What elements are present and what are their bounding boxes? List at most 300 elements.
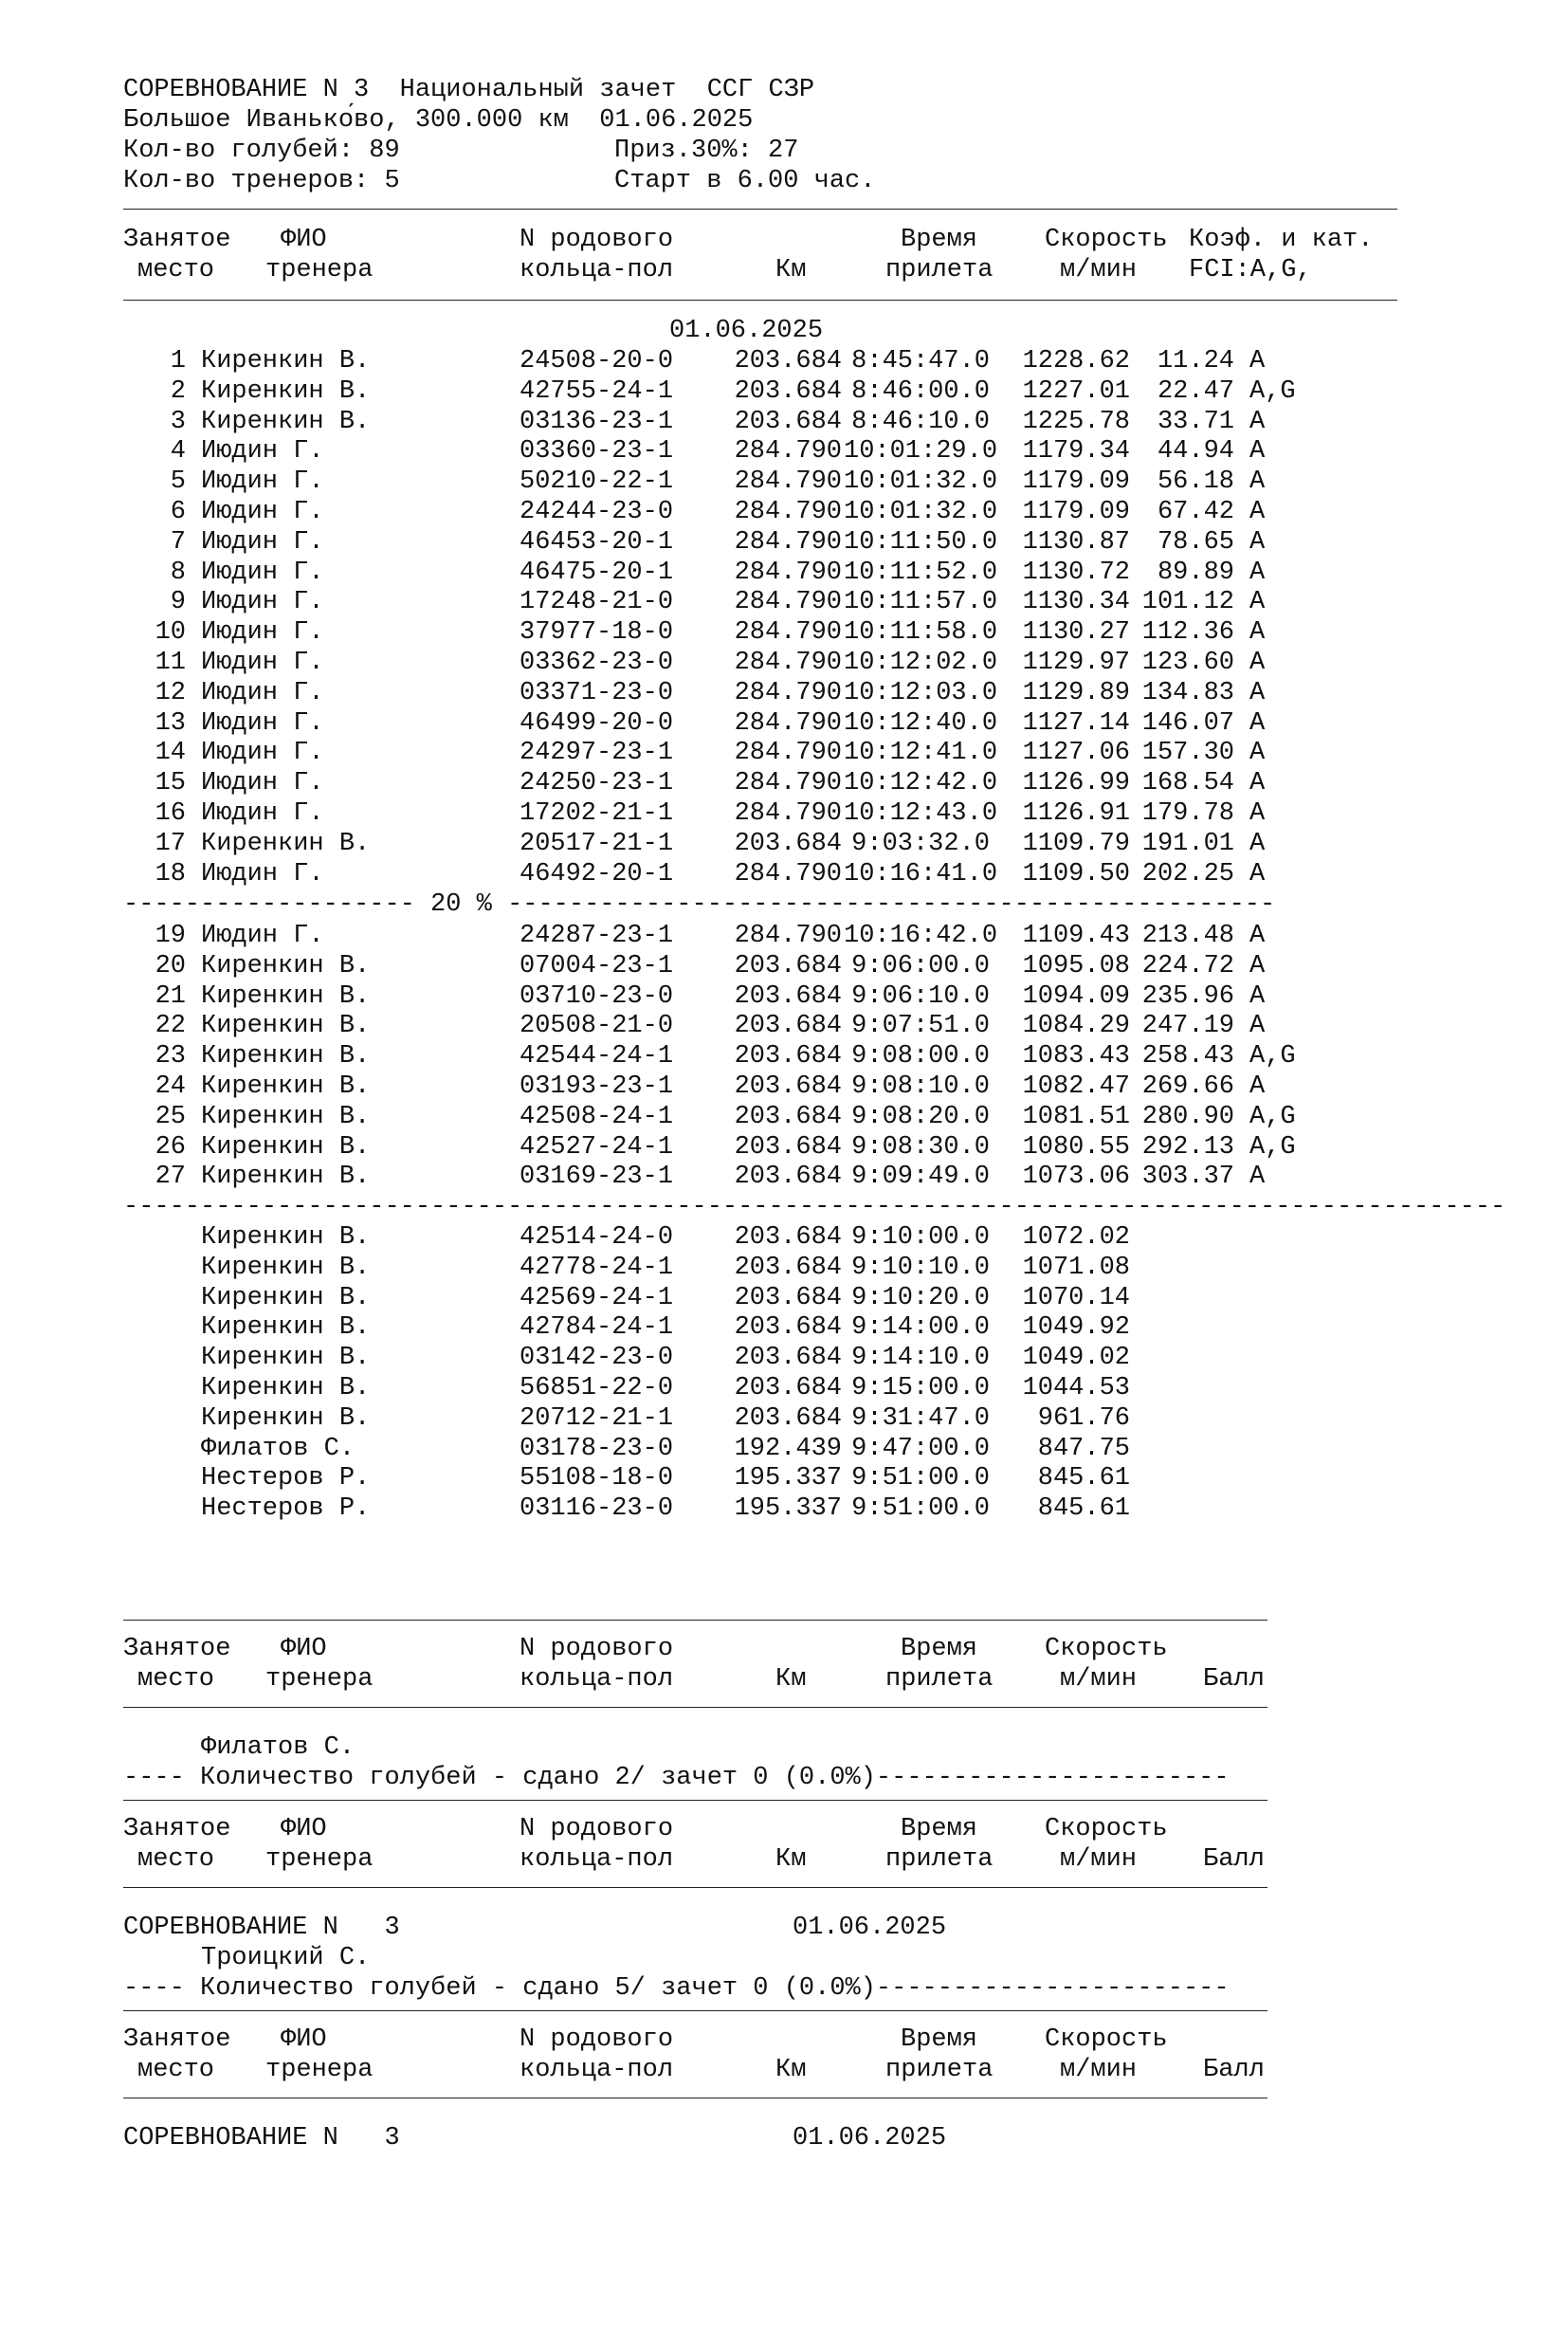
prize-percent: Приз.30%: 27 [614,137,799,165]
col-speed-2: м/мин [1060,1845,1138,1874]
col-place-2: место [137,1845,215,1874]
speed: 1071.08 [1022,1254,1130,1282]
result-row [123,467,1397,498]
speed: 1130.34 [1022,588,1130,616]
col-km: Км [775,1845,807,1874]
place: 9 [170,588,186,616]
section-header-row-2 [123,2056,1267,2086]
unplaced-row [123,1404,1397,1435]
speed: 1073.06 [1022,1163,1130,1191]
result-row [123,559,1397,589]
arrival-time: 9:06:10.0 [851,982,990,1011]
divider [123,300,1397,301]
trainer-name: Нестеров Р. [201,1494,371,1523]
coefficient: 224.72 [1141,952,1234,980]
divider [123,1800,1267,1801]
result-row [123,408,1397,438]
place: 20 [155,952,186,980]
ring-number: 03178-23-0 [520,1435,674,1463]
coefficient: 56.18 [1157,467,1234,496]
speed: 1081.51 [1022,1103,1130,1131]
arrival-time: 9:08:00.0 [851,1042,990,1071]
arrival-time: 10:11:57.0 [844,588,998,616]
speed: 1127.06 [1022,739,1130,767]
ring-number: 37977-18-0 [520,618,674,647]
result-row [123,1163,1397,1193]
coefficient: 247.19 [1141,1012,1234,1040]
arrival-time: 10:12:40.0 [844,709,998,738]
col-place-2: место [137,1665,215,1694]
birds-count: Кол-во голубей: 89 [123,137,400,165]
result-row [123,347,1397,377]
start-time: Старт в 6.00 час. [614,167,876,195]
birds-summary: ---- Количество голубей - сдано 5/ зачет 0 (0.0%)----------------------- [123,1974,1230,2003]
arrival-time: 9:51:00.0 [851,1464,990,1493]
result-row [123,618,1397,649]
distance-km: 284.790 [734,528,842,557]
col-ring-2: кольца-пол [520,1665,674,1694]
distance-km: 203.684 [734,1344,842,1372]
category: A [1249,982,1266,1011]
distance-km: 203.684 [734,1223,842,1252]
coefficient: 146.07 [1141,709,1234,738]
col-speed-2: м/мин [1060,256,1138,284]
section-header-row-1 [123,1815,1267,1845]
speed: 1228.62 [1022,347,1130,376]
col-ring-2: кольца-пол [520,256,674,284]
unplaced-row [123,1494,1397,1525]
place: 4 [170,437,186,466]
distance-km: 203.684 [734,1374,842,1402]
trainer-name: Киренкин В. [201,830,371,858]
result-row [123,1133,1397,1164]
result-row [123,498,1397,528]
speed: 1129.97 [1022,649,1130,677]
unplaced-row [123,1374,1397,1404]
coefficient: 202.25 [1141,860,1234,889]
speed: 1130.87 [1022,528,1130,557]
unplaced-row [123,1223,1397,1254]
col-ring-2: кольца-пол [520,1845,674,1874]
category: A [1249,679,1266,707]
category: A,G [1249,1103,1296,1131]
distance-km: 203.684 [734,1404,842,1433]
ring-number: 42784-24-1 [520,1313,674,1342]
trainer-name: Июдин Г. [201,679,324,707]
trainer-name: Июдин Г. [201,649,324,677]
coefficient: 112.36 [1141,618,1234,647]
ring-number: 03193-23-1 [520,1072,674,1101]
category: A [1249,1012,1266,1040]
coefficient: 123.60 [1141,649,1234,677]
col-fio-2: тренера [265,2056,374,2084]
col-points: Балл [1203,1845,1265,1874]
speed: 1109.79 [1022,830,1130,858]
trainer-name: Июдин Г. [201,769,324,797]
result-row [123,739,1397,769]
speed: 1049.02 [1022,1344,1130,1372]
competition-date: 01.06.2025 [793,2124,947,2153]
col-speed: Скорость [1045,1815,1168,1843]
place: 10 [155,618,186,647]
col-place-2: место [137,256,215,284]
distance-km: 203.684 [734,1133,842,1162]
dashed-divider: ------------------------------------------------------------------------------------------ [123,1193,1506,1221]
arrival-time: 8:46:00.0 [851,377,990,406]
ring-number: 46453-20-1 [520,528,674,557]
arrival-time: 10:01:29.0 [844,437,998,466]
unplaced-row [123,1284,1397,1314]
coefficient: 157.30 [1141,739,1234,767]
col-km: Км [775,1665,807,1694]
trainer-name: Филатов С. [201,1733,356,1762]
col-place-2: место [137,2056,215,2084]
place: 6 [170,498,186,526]
ring-number: 46499-20-0 [520,709,674,738]
col-speed: Скорость [1045,1635,1168,1663]
divider [123,2010,1267,2011]
speed: 1070.14 [1022,1284,1130,1312]
competition-label: СОРЕВНОВАНИЕ N 3 [123,2124,400,2153]
ring-number: 46475-20-1 [520,559,674,587]
result-row [123,769,1397,799]
ring-number: 03169-23-1 [520,1163,674,1191]
divider [123,209,1397,210]
distance-km: 284.790 [734,799,842,828]
col-speed: Скорость [1045,2025,1168,2054]
category: A [1249,1163,1266,1191]
trainer-name: Июдин Г. [201,588,324,616]
arrival-time: 9:14:10.0 [851,1344,990,1372]
col-place: Занятое [123,1815,231,1843]
place: 16 [155,799,186,828]
birds-count-line [123,137,1450,167]
trainer-name: Киренкин В. [201,952,371,980]
coefficient: 78.65 [1157,528,1234,557]
col-place: Занятое [123,1635,231,1663]
column-header-row-2 [123,256,1397,286]
col-fio: ФИО [281,1815,327,1843]
result-row [123,860,1397,890]
col-time: Время [901,2025,978,2054]
result-row [123,799,1397,830]
section-header-row-2 [123,1665,1267,1695]
category: A [1249,709,1266,738]
distance-km: 203.684 [734,408,842,436]
ring-number: 20517-21-1 [520,830,674,858]
result-row [123,1042,1397,1072]
distance-km: 195.337 [734,1464,842,1493]
place: 23 [155,1042,186,1071]
col-time-2: прилета [885,1845,994,1874]
category: A [1249,467,1266,496]
category: A,G [1249,1042,1296,1071]
section-header-row-1 [123,1635,1267,1665]
col-fio: ФИО [281,1635,327,1663]
col-ring: N родового [520,226,674,254]
unplaced-row [123,1313,1397,1344]
speed: 1095.08 [1022,952,1130,980]
category: A [1249,739,1266,767]
distance-km: 284.790 [734,739,842,767]
speed: 1179.09 [1022,467,1130,496]
birds-summary: ---- Количество голубей - сдано 2/ зачет 0 (0.0%)----------------------- [123,1764,1230,1792]
arrival-time: 9:08:20.0 [851,1103,990,1131]
trainer-name: Киренкин В. [201,1163,371,1191]
result-row [123,982,1397,1013]
col-ring: N родового [520,2025,674,2054]
trainer-name: Июдин Г. [201,498,324,526]
trainer-name: Июдин Г. [201,618,324,647]
coefficient: 22.47 [1157,377,1234,406]
col-time-2: прилета [885,1665,994,1694]
result-row [123,588,1397,618]
ring-number: 24244-23-0 [520,498,674,526]
place: 13 [155,709,186,738]
col-fio-2: тренера [265,256,374,284]
ring-number: 46492-20-1 [520,860,674,889]
distance-km: 203.684 [734,952,842,980]
arrival-time: 10:12:03.0 [844,679,998,707]
race-date: 01.06.2025 [669,317,824,345]
unplaced-row [123,1344,1397,1374]
speed: 1083.43 [1022,1042,1130,1071]
col-points: Балл [1203,1665,1265,1694]
distance-km: 284.790 [734,649,842,677]
coefficient: 11.24 [1157,347,1234,376]
place: 21 [155,982,186,1011]
distance-km: 203.684 [734,1103,842,1131]
distance-km: 284.790 [734,467,842,496]
ring-number: 20712-21-1 [520,1404,674,1433]
trainer-name: Киренкин В. [201,1254,371,1282]
trainer-name: Июдин Г. [201,739,324,767]
result-row [123,830,1397,860]
arrival-time: 10:12:43.0 [844,799,998,828]
speed: 1109.50 [1022,860,1130,889]
speed: 1094.09 [1022,982,1130,1011]
category: A [1249,408,1266,436]
trainer-name: Июдин Г. [201,922,324,950]
speed: 1127.14 [1022,709,1130,738]
result-row [123,437,1397,467]
category: A [1249,649,1266,677]
result-row [123,709,1397,740]
trainer-name: Троицкий С. [201,1944,371,1972]
arrival-time: 9:14:00.0 [851,1313,990,1342]
category: A [1249,952,1266,980]
place: 1 [170,347,186,376]
place: 17 [155,830,186,858]
coefficient: 179.78 [1141,799,1234,828]
distance-km: 284.790 [734,922,842,950]
arrival-time: 10:12:02.0 [844,649,998,677]
category: A,G [1249,377,1296,406]
ring-number: 17202-21-1 [520,799,674,828]
col-fio: ФИО [281,2025,327,2054]
ring-number: 24287-23-1 [520,922,674,950]
category: A [1249,437,1266,466]
place: 25 [155,1103,186,1131]
place: 8 [170,559,186,587]
distance-km: 203.684 [734,982,842,1011]
arrival-time: 10:12:42.0 [844,769,998,797]
ring-number: 03142-23-0 [520,1344,674,1372]
col-speed-2: м/мин [1060,1665,1138,1694]
arrival-time: 9:08:30.0 [851,1133,990,1162]
trainer-name: Киренкин В. [201,1374,371,1402]
category: A [1249,922,1266,950]
trainer-name: Филатов С. [201,1435,356,1463]
ring-number: 42527-24-1 [520,1133,674,1162]
ring-number: 03136-23-1 [520,408,674,436]
col-points: Балл [1203,2056,1265,2084]
speed: 1179.34 [1022,437,1130,466]
trainer-name: Киренкин В. [201,1404,371,1433]
coefficient: 191.01 [1141,830,1234,858]
coefficient: 269.66 [1141,1072,1234,1101]
percent-separator: ------------------- 20 % -------------------------------------------------- [123,890,1276,919]
result-row [123,1103,1397,1133]
section-header-row-1 [123,2025,1267,2056]
arrival-time: 9:31:47.0 [851,1404,990,1433]
arrival-time: 9:10:10.0 [851,1254,990,1282]
ring-number: 42508-24-1 [520,1103,674,1131]
ring-number: 03360-23-1 [520,437,674,466]
arrival-time: 9:09:49.0 [851,1163,990,1191]
category: A [1249,618,1266,647]
speed: 1082.47 [1022,1072,1130,1101]
trainer-name: Июдин Г. [201,528,324,557]
category: A [1249,347,1266,376]
arrival-time: 8:46:10.0 [851,408,990,436]
col-time: Время [901,226,978,254]
col-time-2: прилета [885,2056,994,2084]
result-row [123,1012,1397,1042]
trainer-name: Киренкин В. [201,1072,371,1101]
distance-km: 284.790 [734,709,842,738]
result-row [123,922,1397,952]
col-place: Занятое [123,2025,231,2054]
place: 18 [155,860,186,889]
trainer-name: Киренкин В. [201,1284,371,1312]
result-row [123,649,1397,679]
arrival-time: 9:10:20.0 [851,1284,990,1312]
divider [123,1707,1267,1708]
arrival-time: 9:08:10.0 [851,1072,990,1101]
competition-title: СОРЕВНОВАНИЕ N 3 Национальный зачет ССГ СЗР [123,76,815,104]
result-row [123,1072,1397,1103]
trainer-name: Июдин Г. [201,467,324,496]
col-coef-2: FCI:A,G, [1189,256,1312,284]
speed: 961.76 [1037,1404,1130,1433]
trainers-count-line [123,167,1450,197]
section-header-row-2 [123,1845,1267,1876]
speed: 1084.29 [1022,1012,1130,1040]
arrival-time: 8:45:47.0 [851,347,990,376]
arrival-time: 9:47:00.0 [851,1435,990,1463]
speed: 1179.09 [1022,498,1130,526]
speed: 1130.27 [1022,618,1130,647]
col-speed-2: м/мин [1060,2056,1138,2084]
trainers-count: Кол-во тренеров: 5 [123,167,400,195]
speed: 1109.43 [1022,922,1130,950]
trainer-name: Киренкин В. [201,1103,371,1131]
trainer-name: Киренкин В. [201,1133,371,1162]
category: A,G [1249,1133,1296,1162]
ring-number: 42569-24-1 [520,1284,674,1312]
place: 11 [155,649,186,677]
arrival-time: 9:15:00.0 [851,1374,990,1402]
arrival-time: 10:12:41.0 [844,739,998,767]
col-ring: N родового [520,1635,674,1663]
category: A [1249,559,1266,587]
distance-km: 284.790 [734,618,842,647]
arrival-time: 9:06:00.0 [851,952,990,980]
distance-km: 284.790 [734,588,842,616]
trainer-name: Киренкин В. [201,982,371,1011]
category: A [1249,1072,1266,1101]
place: 15 [155,769,186,797]
col-speed: Скорость [1045,226,1168,254]
distance-km: 284.790 [734,679,842,707]
col-time-2: прилета [885,256,994,284]
trainer-name: Июдин Г. [201,437,324,466]
divider [123,1887,1267,1888]
trainer-name: Киренкин В. [201,1223,371,1252]
distance-km: 284.790 [734,860,842,889]
distance-km: 195.337 [734,1494,842,1523]
unplaced-row [123,1254,1397,1284]
category: A [1249,588,1266,616]
coefficient: 213.48 [1141,922,1234,950]
trainer-name: Киренкин В. [201,347,371,376]
arrival-time: 10:11:52.0 [844,559,998,587]
trainer-name: Киренкин В. [201,377,371,406]
place: 19 [155,922,186,950]
place: 26 [155,1133,186,1162]
distance-km: 203.684 [734,1042,842,1071]
column-header-row-1 [123,226,1397,256]
arrival-time: 9:51:00.0 [851,1494,990,1523]
ring-number: 55108-18-0 [520,1464,674,1493]
distance-km: 284.790 [734,498,842,526]
place: 3 [170,408,186,436]
speed: 1072.02 [1022,1223,1130,1252]
category: A [1249,498,1266,526]
trainer-name: Киренкин В. [201,408,371,436]
coefficient: 280.90 [1141,1103,1234,1131]
ring-number: 24508-20-0 [520,347,674,376]
distance-km: 203.684 [734,1072,842,1101]
speed: 1126.99 [1022,769,1130,797]
category: A [1249,860,1266,889]
place: 24 [155,1072,186,1101]
trainer-name: Киренкин В. [201,1344,371,1372]
ring-number: 24250-23-1 [520,769,674,797]
speed: 1049.92 [1022,1313,1130,1342]
distance-km: 203.684 [734,1254,842,1282]
result-row [123,528,1397,559]
trainer-name: Июдин Г. [201,559,324,587]
col-place: Занятое [123,226,231,254]
unplaced-row [123,1464,1397,1494]
col-km: Км [775,2056,807,2084]
arrival-time: 9:07:51.0 [851,1012,990,1040]
ring-number: 03362-23-0 [520,649,674,677]
ring-number: 42544-24-1 [520,1042,674,1071]
speed: 847.75 [1037,1435,1130,1463]
